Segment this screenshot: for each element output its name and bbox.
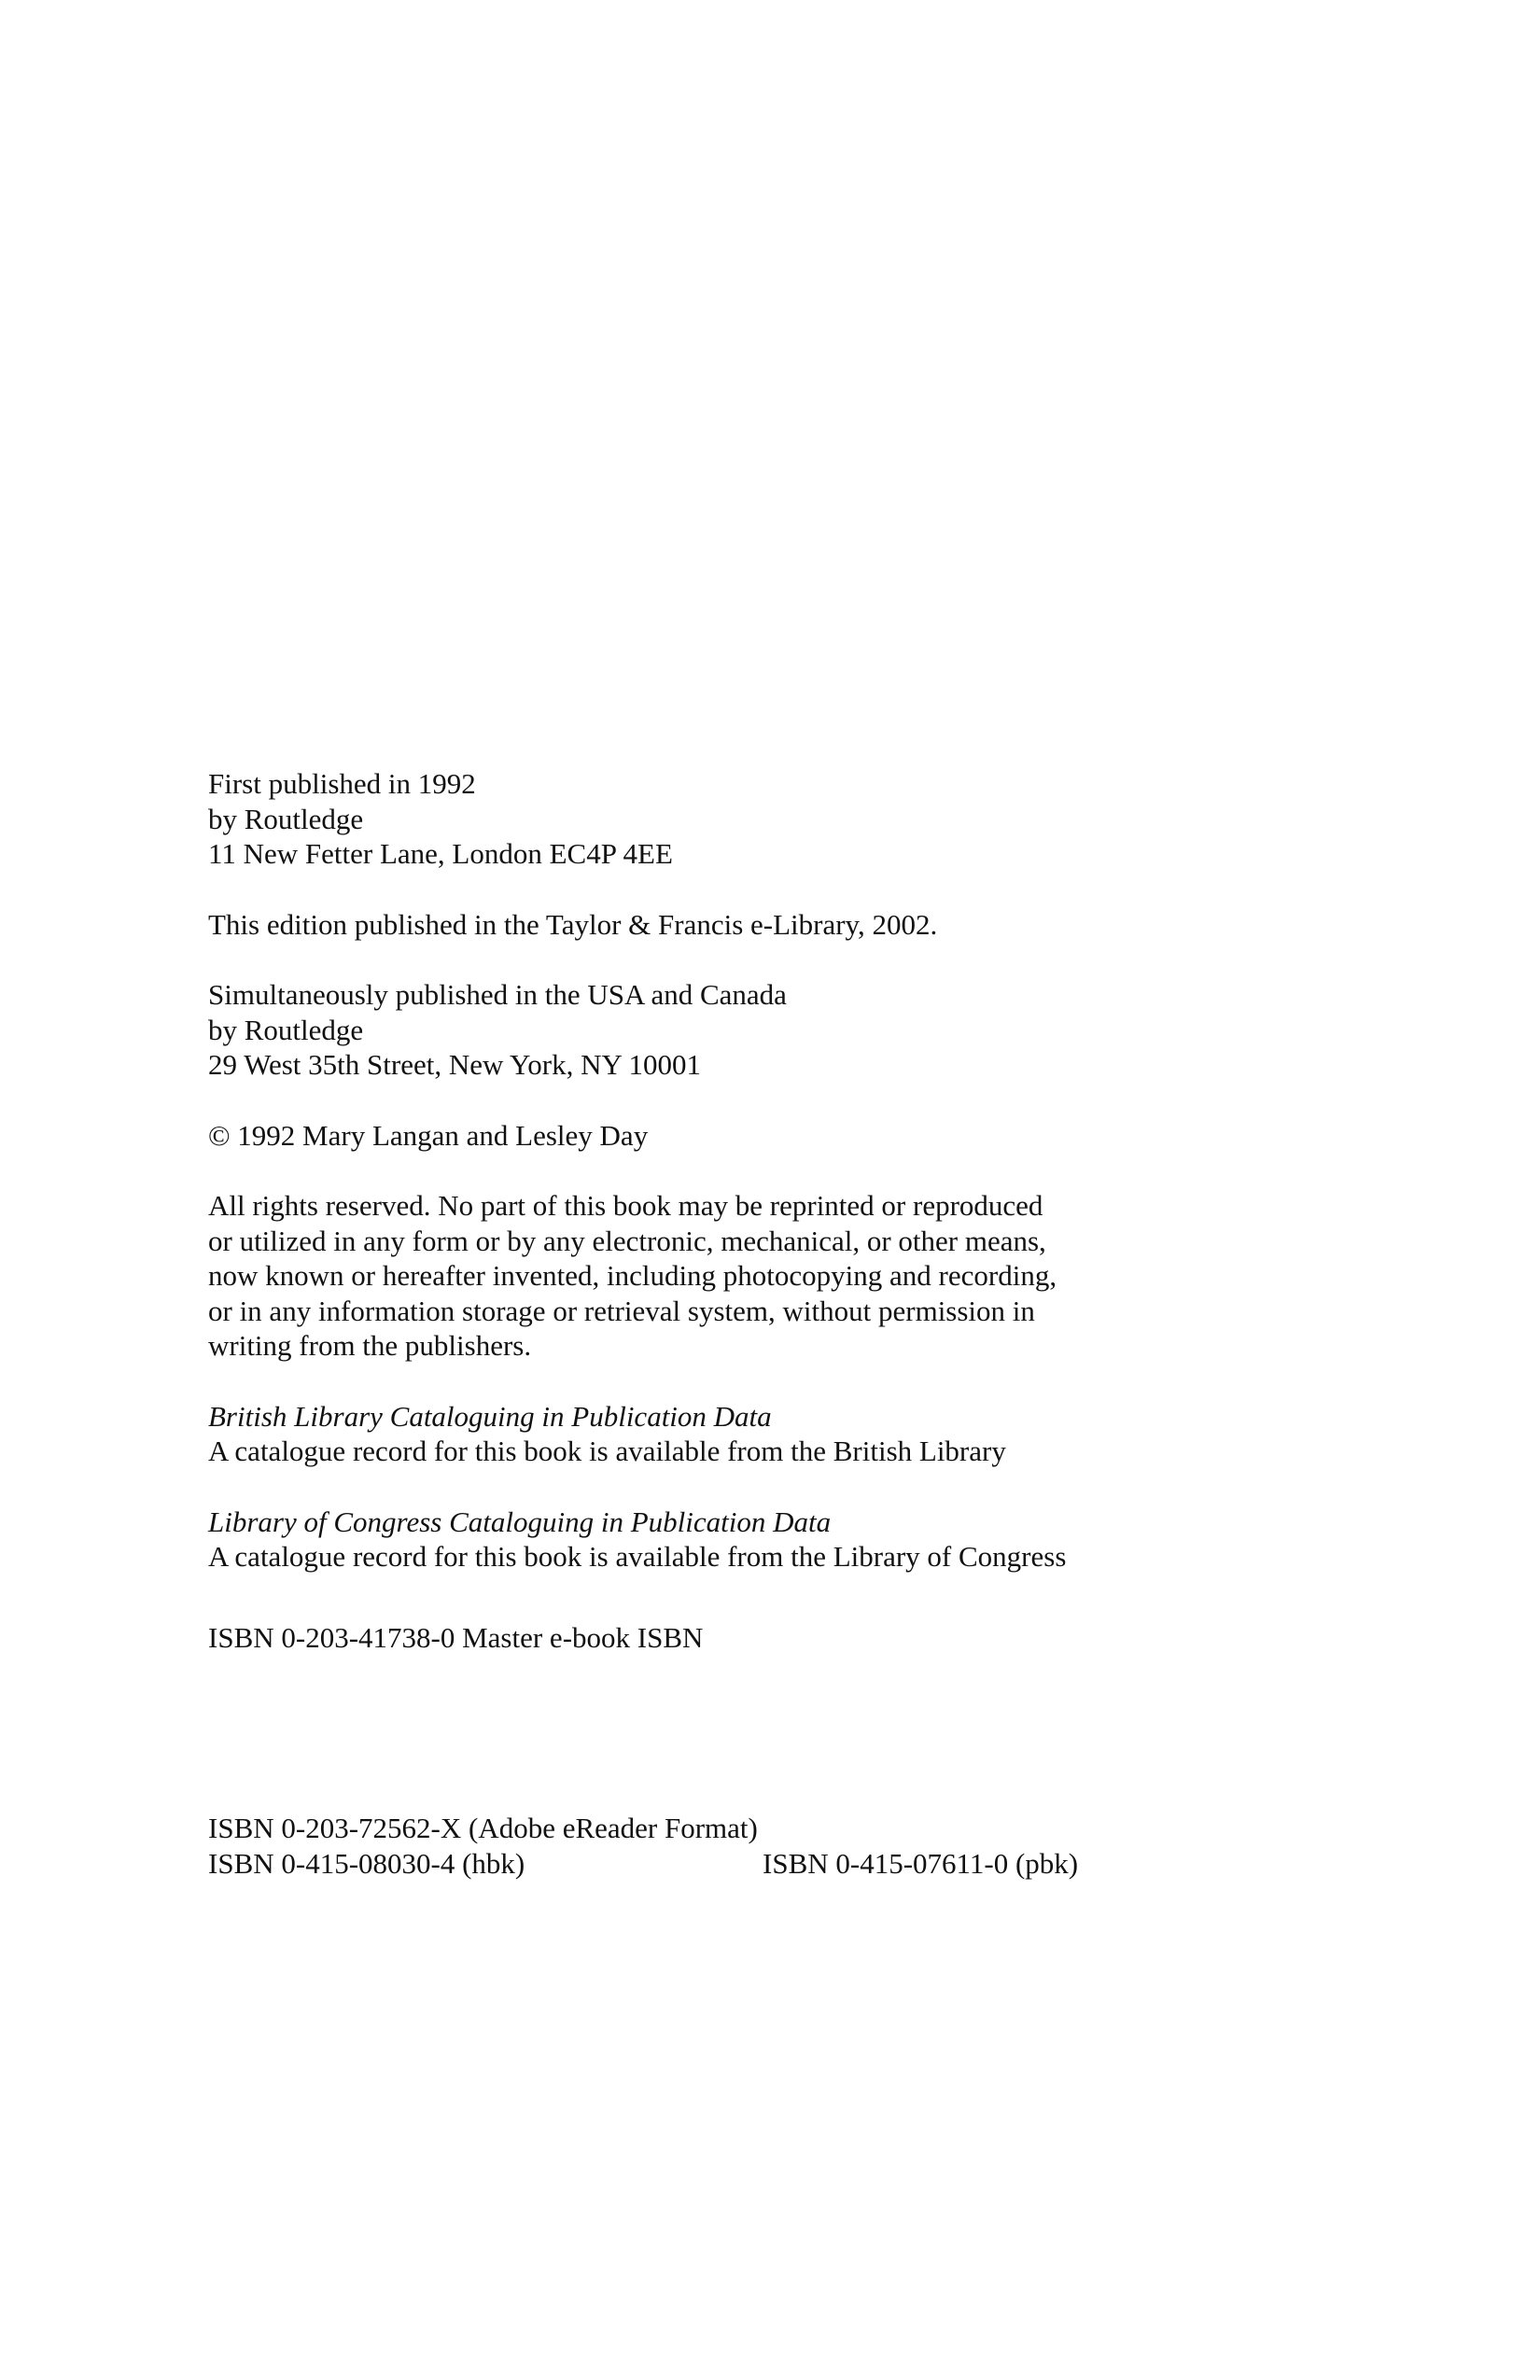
library-of-congress-text: A catalogue record for this book is available from the Library of Congress: [208, 1540, 1067, 1573]
rights-statement: [208, 1188, 1356, 1364]
rights-line: or utilized in any form or by any electronic, mechanical, or other means,: [208, 1224, 1046, 1257]
publisher-line: by Routledge: [208, 802, 364, 835]
copyright-notice: [208, 1118, 1356, 1154]
british-library-heading: British Library Cataloguing in Publication Data: [208, 1399, 772, 1433]
british-library-text: A catalogue record for this book is available from the British Library: [208, 1435, 1006, 1467]
library-of-congress-heading: Library of Congress Cataloguing in Publication Data: [208, 1505, 832, 1538]
isbn-master: ISBN 0-203-41738-0 Master e-book ISBN: [208, 1620, 704, 1654]
isbn-adobe: ISBN 0-203-72562-X (Adobe eReader Format): [208, 1812, 758, 1844]
copyright-line: © 1992 Mary Langan and Lesley Day: [208, 1118, 649, 1152]
us-publisher-line: by Routledge: [208, 1013, 364, 1046]
simultaneous-line: Simultaneously published in the USA and Canada: [208, 978, 787, 1011]
isbn-print-row: [208, 1846, 1356, 1882]
simultaneous-publication: [208, 977, 1356, 1083]
publisher-address: 11 New Fetter Lane, London EC4P 4EE: [208, 837, 673, 870]
edition-line: This edition published in the Taylor & Francis e-Library, 2002.: [208, 907, 938, 941]
british-library-cip: [208, 1399, 1356, 1469]
copyright-page: [208, 766, 1356, 1881]
rights-line: writing from the publishers.: [208, 1329, 532, 1362]
library-of-congress-cip: [208, 1505, 1356, 1575]
master-isbn: [208, 1620, 1356, 1656]
isbn-list: [208, 1811, 1356, 1881]
publication-info: [208, 766, 1356, 872]
first-published-line: First published in 1992: [208, 767, 476, 800]
us-publisher-address: 29 West 35th Street, New York, NY 10001: [208, 1048, 701, 1081]
rights-line: or in any information storage or retrieval system, without permission in: [208, 1294, 1035, 1327]
isbn-hbk: ISBN 0-415-08030-4 (hbk): [208, 1846, 525, 1880]
edition-info: [208, 907, 1356, 943]
isbn-pbk: ISBN 0-415-07611-0 (pbk): [763, 1846, 1079, 1880]
rights-line: now known or hereafter invented, including photocopying and recording,: [208, 1259, 1057, 1292]
rights-line: All rights reserved. No part of this book may be reprinted or reproduced: [208, 1189, 1043, 1222]
